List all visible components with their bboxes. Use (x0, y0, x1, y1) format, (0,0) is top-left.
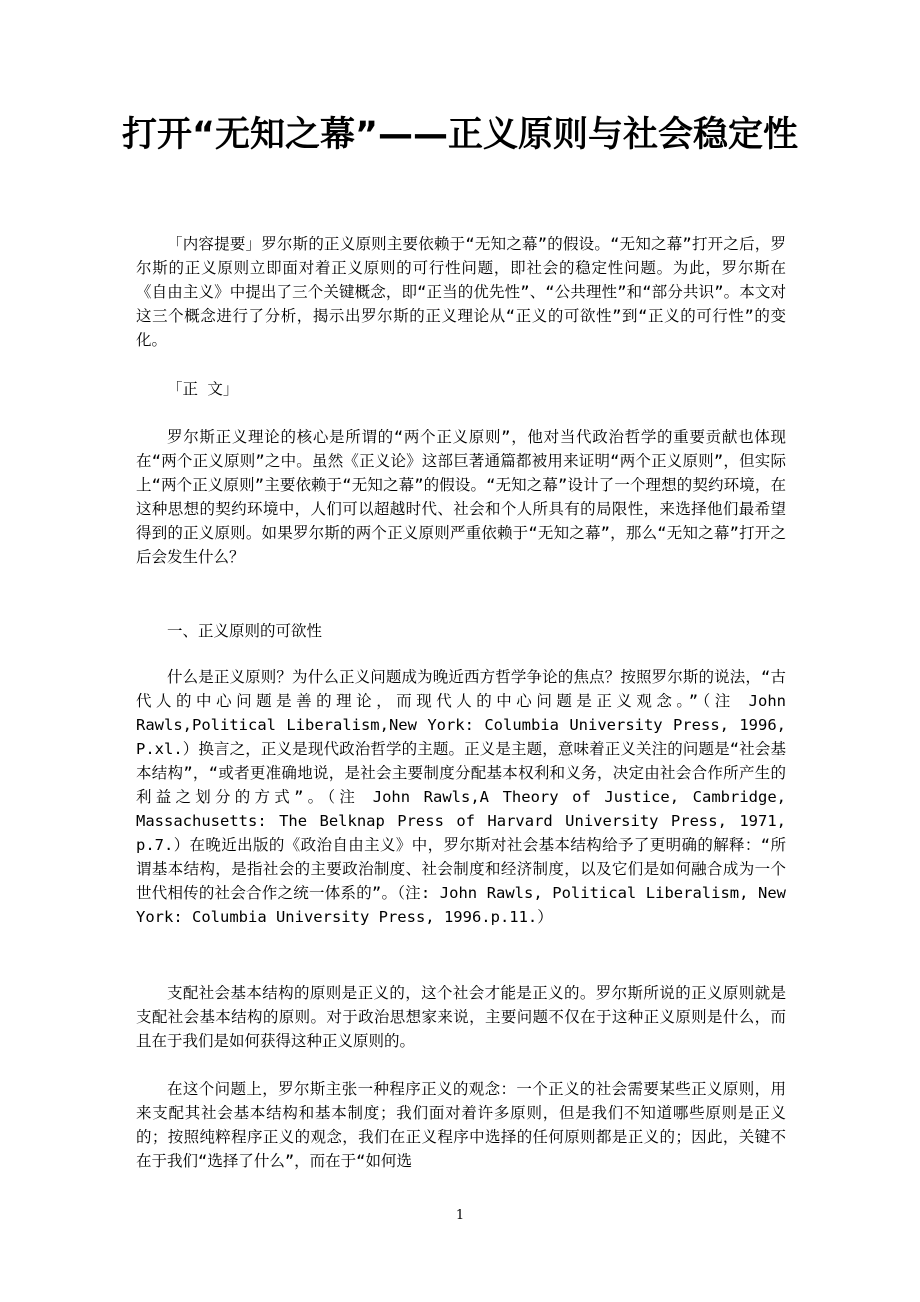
body-paragraph-1: 罗尔斯正义理论的核心是所谓的“两个正义原则”，他对当代政治哲学的重要贡献也体现在“两个正义原则”之中。虽然《正义论》这部巨著通篇都被用来证明“两个正义原则”，但实际上“两个正义原则”主要依赖于“无知之幕”的假设。“无知之幕”设计了一个理想的契约环境，在这种思想的契约环境中，人们可以超越时代、社会和个人所具有的局限性，来选择他们最希望得到的正义原则。如果罗尔斯的两个正义原则严重依赖于“无知之幕”，那么“无知之幕”打开之后会发生什么？ (136, 428, 786, 566)
document-title: 打开“无知之幕”——正义原则与社会稳定性 (121, 115, 798, 155)
body-paragraph-2: 什么是正义原则？为什么正义问题成为晚近西方哲学争论的焦点？按照罗尔斯的说法，“古代人的中心问题是善的理论，而现代人的中心问题是正义观念。”（注 John Rawls,Political Liberalism,New York: Columbia University Press, 1996, P.xl.）换言之，正义是现代政治哲学的主题。正义是主题，意味着正义关注的问题是“社会基本结构”，“或者更准确地说，是社会主要制度分配基本权利和义务，决定由社会合作所产生的利益之划分的方式”。（注 John Rawls,A Theory of Justice, Cambridge, Massachusetts: The Belknap Press of Harvard University Press, 1971, p.7.）在晚近出版的《政治自由主义》中，罗尔斯对社会基本结构给予了更明确的解释：“所谓基本结构，是指社会的主要政治制度、社会制度和经济制度，以及它们是如何融合成为一个世代相传的社会合作之统一体系的”。（注: John Rawls, Political Liberalism, New York: Columbia University Press, 1996.p.11.） (136, 668, 786, 926)
page-number: 1 (455, 1208, 465, 1223)
body-paragraph-3: 支配社会基本结构的原则是正义的，这个社会才能是正义的。罗尔斯所说的正义原则就是支配社会基本结构的原则。对于政治思想家来说，主要问题不仅在于这种正义原则是什么，而且在于我们是如何获得这种正义原则的。 (136, 984, 786, 1050)
body-paragraph-4: 在这个问题上，罗尔斯主张一种程序正义的观念：一个正义的社会需要某些正义原则，用来支配其社会基本结构和基本制度；我们面对着许多原则，但是我们不知道哪些原则是正义的；按照纯粹程序正义的观念，我们在正义程序中选择的任何原则都是正义的；因此，关键不在于我们“选择了什么”，而在于“如何选 (136, 1080, 786, 1170)
main-text-label: 「正 文」 (167, 380, 239, 398)
abstract-paragraph: 「内容提要」罗尔斯的正义原则主要依赖于“无知之幕”的假设。“无知之幕”打开之后，罗尔斯的正义原则立即面对着正义原则的可行性问题，即社会的稳定性问题。为此，罗尔斯在《自由主义》中提出了三个关键概念，即“正当的优先性”、“公共理性”和“部分共识”。本文对这三个概念进行了分析，揭示出罗尔斯的正义理论从“正义的可欲性”到“正义的可行性”的变化。 (136, 235, 786, 349)
section-heading-1: 一、正义原则的可欲性 (167, 622, 323, 640)
